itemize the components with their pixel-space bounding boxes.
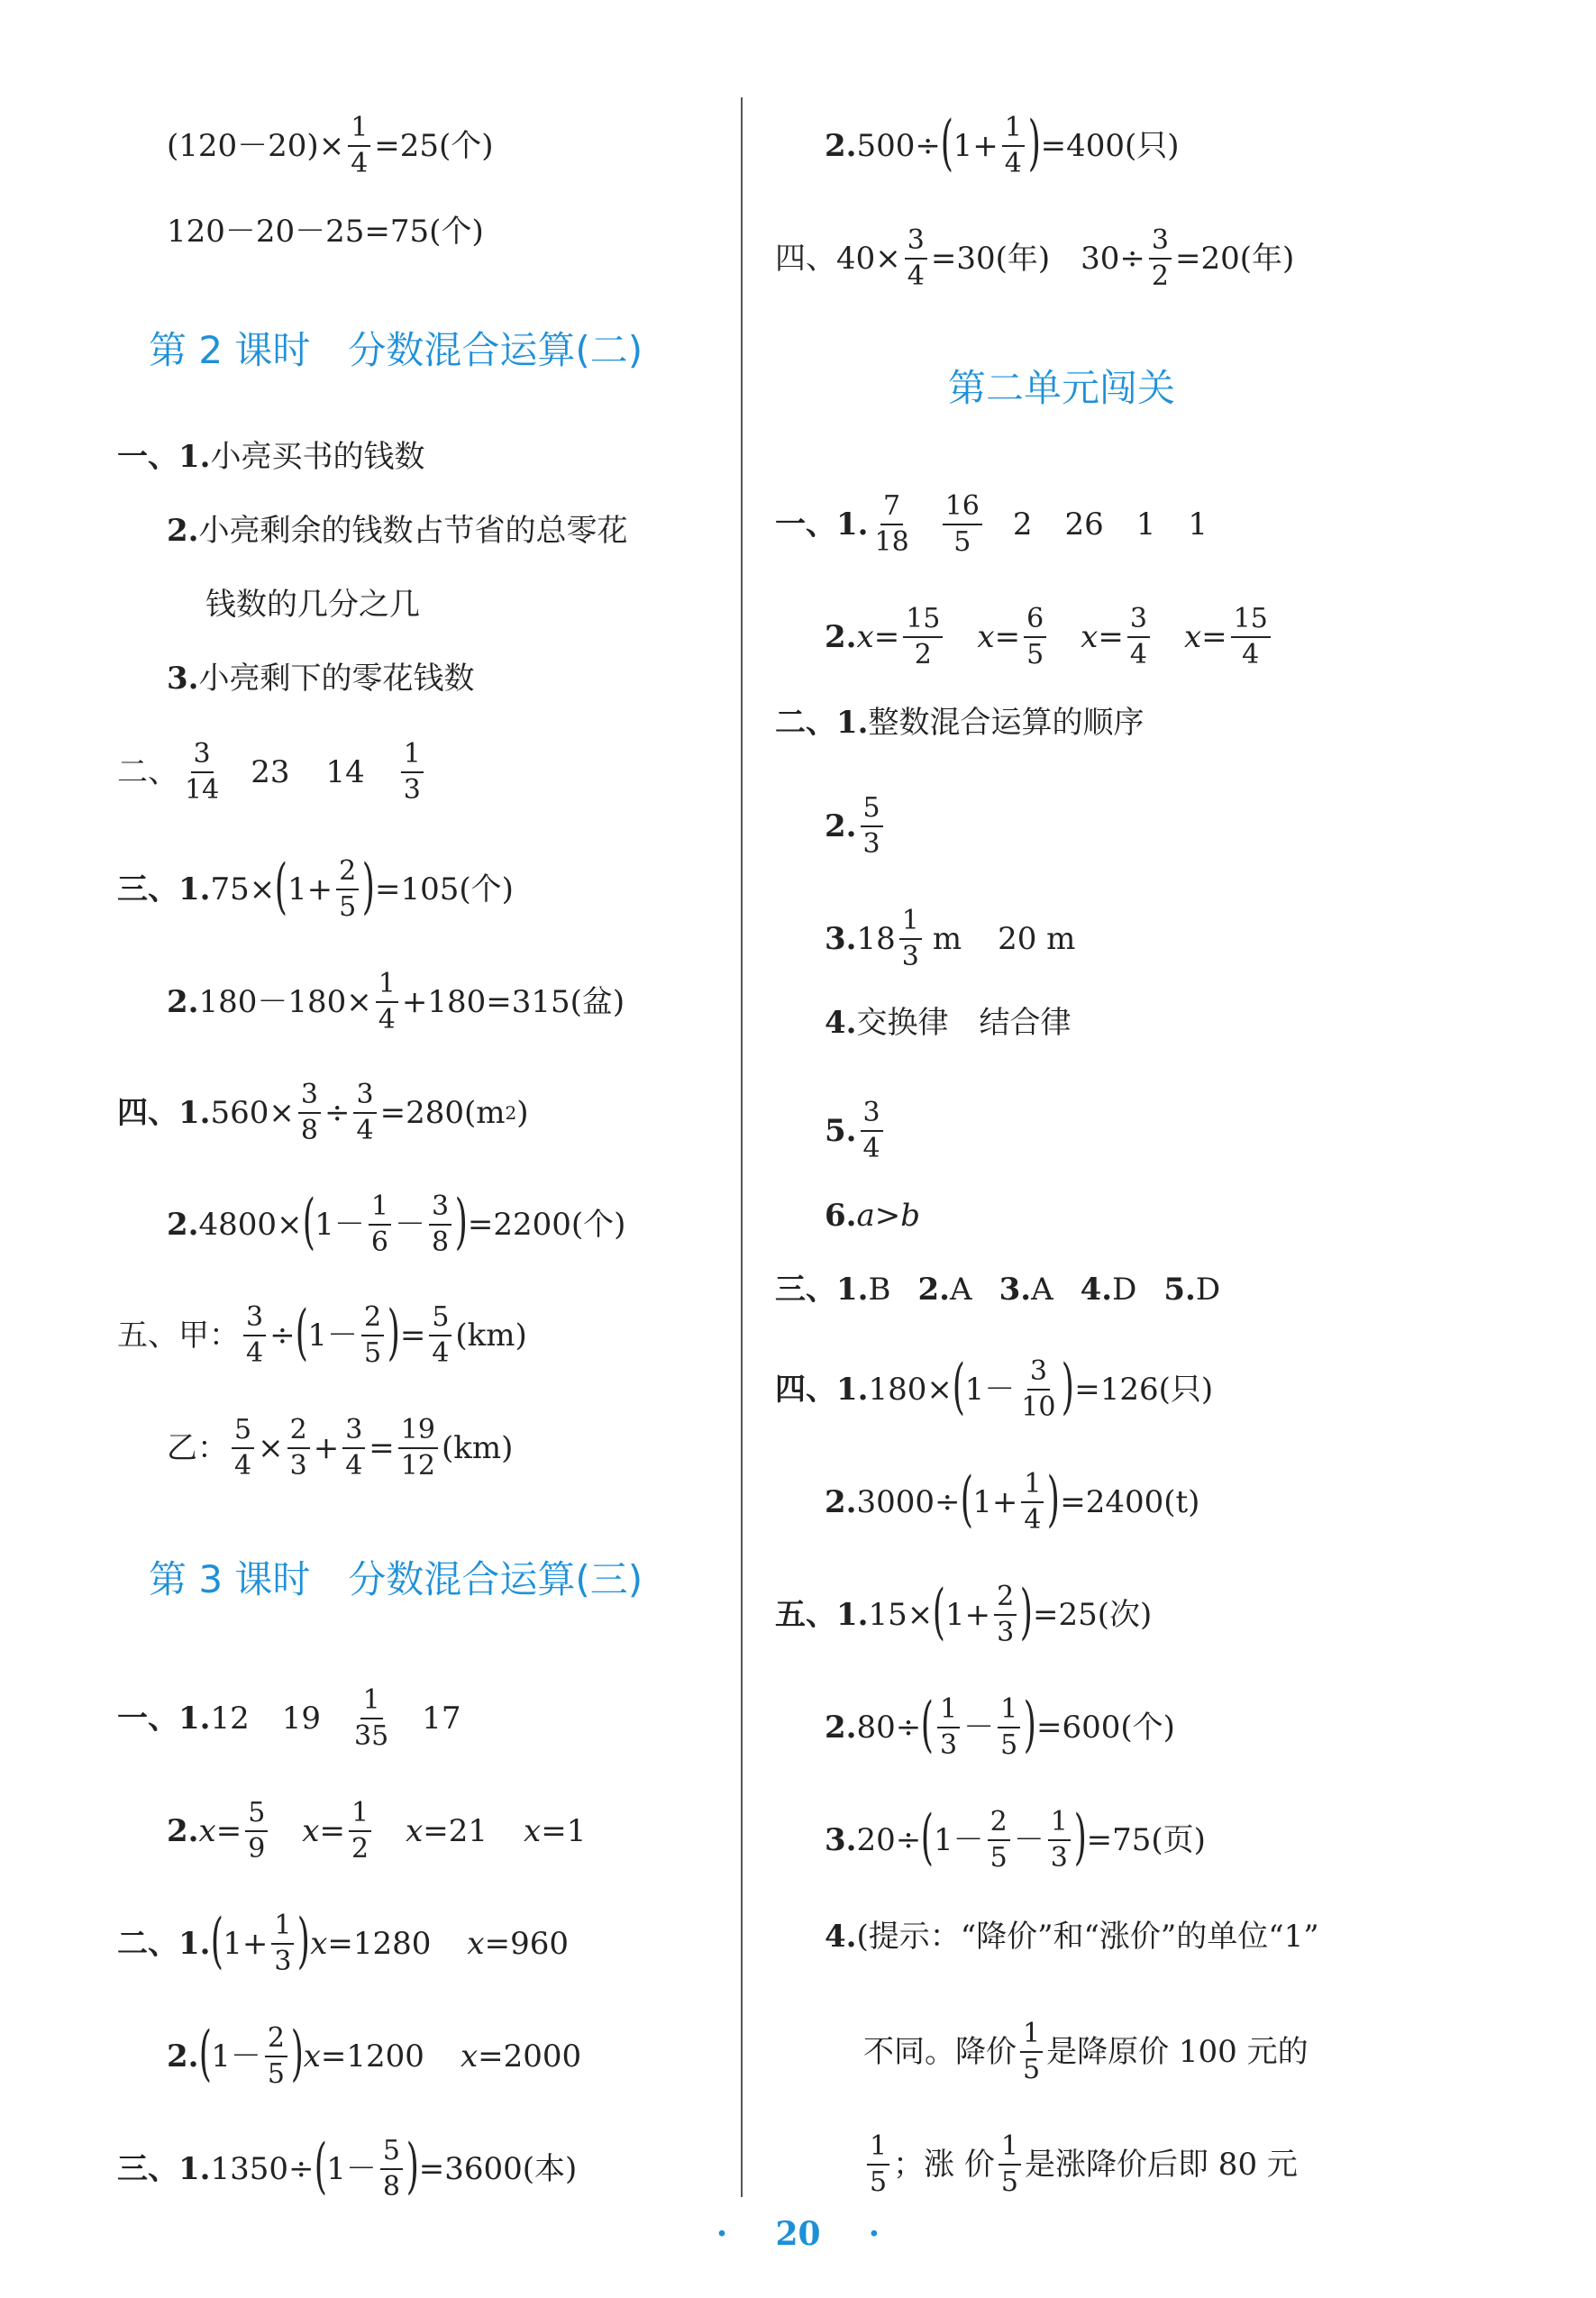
r-top-1: 2. 500÷ ( 1+ $\frac{1}{4}$ ) =400(只) [825,107,1180,179]
s2-san-1: 三、1. 75× ( 1+ $\frac{2}{5}$ ) =105(个) [117,851,514,923]
s2-yi-2: 2. 小亮剩余的钱数占节省的总零花 [167,513,628,549]
left-top-line-1: (120－20)× $\frac{1}{4}$ =25(个) [167,112,494,179]
u-san: 三、1. B 2. A 3. A 4. D 5. D [775,1272,1221,1308]
r-top-2: 四、 40× $\frac{3}{4}$ =30(年) 30÷ $\frac{3}{2}$ =20(年) [775,224,1295,292]
s2-san-2: 2. 180－180× $\frac{1}{4}$ +180=315(盆) [167,968,625,1035]
page-number-value: 20 [775,2215,821,2253]
page-number-dot-left: · [716,2215,728,2253]
column-divider [741,97,743,2197]
u-wu-4-line3: $\frac{1}{5}$ ；涨 价 $\frac{1}{5}$ 是涨降价后即 80 元 [863,2131,1298,2197]
u-si-2: 2. 3000÷ ( 1+ $\frac{1}{4}$ ) =2400(t) [825,1464,1200,1536]
u-er-6: 6. a > b [825,1198,921,1234]
page-number-dot-right: · [868,2215,880,2253]
s2-er: 二、 $\frac{3}{14}$ 23 14 $\frac{1}{3}$ [117,739,427,805]
s3-yi-1: 一、1. 12 19 $\frac{1}{35}$ 17 [117,1684,461,1752]
s2-yi-1: 一、1. 小亮买书的钱数 [117,439,425,475]
section-heading-lesson3: 第 3 课时 分数混合运算(三) [149,1557,643,1601]
section-heading-unit2: 第二单元闯关 [948,366,1176,410]
s2-yi-3: 3. 小亮剩下的零花钱数 [167,661,475,697]
u-si-1: 四、1. 180× ( 1－ $\frac{3}{10}$ ) =126(只) [775,1351,1214,1423]
u-yi-1: 一、1. $\frac{7}{18}$ $\frac{16}{5}$ 2 26 1 1 [775,490,1208,558]
fraction: $\frac{1}{4}$ [348,113,370,178]
s2-si-2: 2. 4800× ( 1－ $\frac{1}{6}$ － $\frac{3}{8}$ ) =2200(个) [167,1186,626,1258]
page-number [0,2215,1596,2253]
u-wu-4-line2: 不同。降价 $\frac{1}{5}$ 是降原价 100 元的 [863,2018,1309,2085]
u-wu-2: 2. 80÷ ( $\frac{1}{3}$ － $\frac{1}{5}$ ) =600(个) [825,1689,1175,1761]
u-wu-1: 五、1. 15× ( 1+ $\frac{2}{3}$ ) =25(次) [775,1576,1153,1648]
u-er-1: 二、1. 整数混合运算的顺序 [775,705,1145,741]
u-er-5: 5. $\frac{3}{4}$ [825,1098,887,1163]
u-wu-3: 3. 20÷ ( 1－ $\frac{2}{5}$ － $\frac{1}{3}$ ) =75(页) [825,1801,1206,1874]
s3-er-1: 二、1. ( 1+ $\frac{1}{3}$ ) x =1280 x =960 [117,1905,569,1977]
s2-wu-2: 乙： $\frac{5}{4}$ × $\frac{2}{3}$ + $\frac{3}{4}$ = $\frac{19}{12}$ (km) [167,1414,514,1482]
s2-yi-2-cont: 钱数的几分之几 [205,587,420,623]
s3-san-1: 三、1. 1350÷ ( 1－ $\frac{5}{8}$ ) =3600(本) [117,2130,578,2202]
u-wu-4: 4. (提示：“降价”和“涨价”的单位“1” [825,1919,1319,1955]
u-yi-2: 2. x = $\frac{15}{2}$ x = $\frac{6}{5}$ x = $\frac{3}{4}$ x = $\frac{15}{4}$ [825,604,1274,670]
s2-wu-1: 五、甲： $\frac{3}{4}$ ÷ ( 1－ $\frac{2}{5}$ ) = $\frac{5}{4}$ (km) [117,1297,527,1369]
u-er-3: 3. 18 $\frac{1}{3}$ m 20 m [825,905,1076,972]
left-top-line-2: 120－20－25=75(个) [167,214,484,250]
u-er-4: 4. 交换律 结合律 [825,1005,1072,1041]
section-heading-lesson2: 第 2 课时 分数混合运算(二) [149,328,643,372]
s3-er-2: 2. ( 1－ $\frac{2}{5}$ ) x =1200 x =2000 [167,2018,582,2090]
s2-si-1: 四、1. 560× $\frac{3}{8}$ ÷ $\frac{3}{4}$ =280(m 2 ) [117,1079,529,1146]
s3-yi-2: 2. x = $\frac{5}{9}$ x = $\frac{1}{2}$ x =21 x =1 [167,1797,587,1865]
u-er-2: 2. $\frac{5}{3}$ [825,793,887,859]
